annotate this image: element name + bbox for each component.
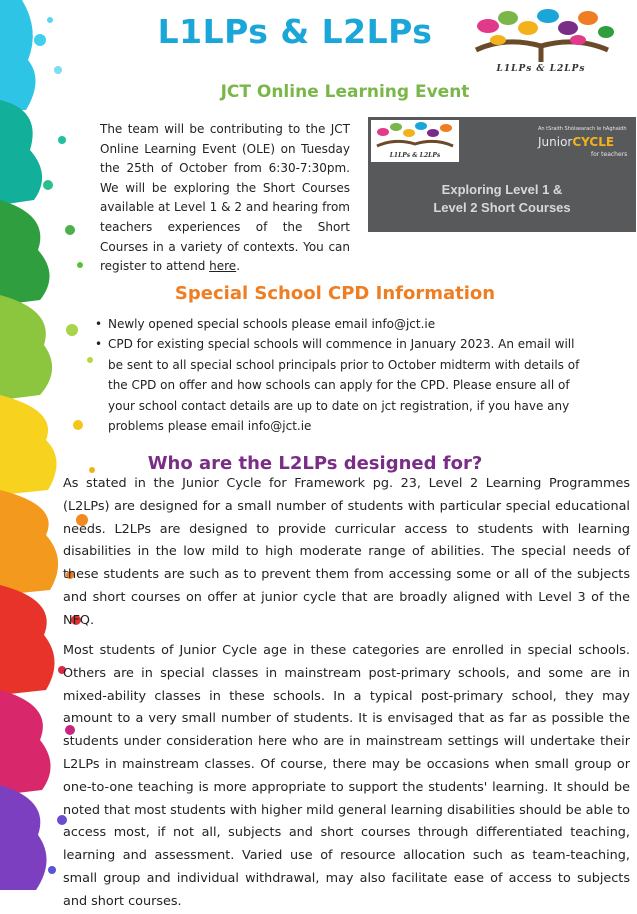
- promo-tree-icon: [371, 120, 459, 152]
- logo-caption: L1LPs & L2LPs: [496, 64, 586, 74]
- promo-logo-caption: L1LPs & L2LPs: [389, 152, 441, 159]
- l2lps-heading: Who are the L2LPs designed for?: [147, 453, 483, 474]
- ole-text-body: The team will be contributing to the JCT Online Learning Event (OLE) on Tuesday the 25th of October from 6:30-7:30pm. We will be exploring the Short Courses available at Level 1 & 2 and hearing from teachers experiences of the Short Courses in a variety of contexts. You can register to attend: [100, 122, 350, 274]
- promo-brand-highlight: CYCLE: [572, 135, 615, 149]
- list-item: • Newly opened special schools please email info@jct.ie: [108, 314, 588, 334]
- ole-text-end: .: [236, 259, 241, 274]
- ole-promo-image: [368, 117, 636, 232]
- list-item: • CPD for existing special schools will commence in January 2023. An email will be sent to all special school principals prior to October midterm with details of the CPD on offer and how schools can apply for the CPD. Please ensure all of your school contact details are up to date on jct registration, if you have any problems please email info@jct.ie: [108, 334, 588, 436]
- promo-caption-line1: Exploring Level 1 &: [441, 182, 563, 197]
- promo-brand: [538, 135, 614, 149]
- cpd-heading: Special School CPD Information: [174, 283, 496, 304]
- l2lps-paragraph-1: As stated in the Junior Cycle for Framework pg. 23, Level 2 Learning Programmes (L2LPs) are designed for a small number of students with particular special educational needs. L2LPs are designed to provide curricular access to students with learning disabilities in the low mild to high moderate range of abilities. The special needs of these students are such as to prevent them from accessing some or all of the subjects and short courses on offer at junior cycle that are broadly aligned with Level 3 of the NFQ.: [63, 476, 630, 628]
- promo-caption-line2: Level 2 Short Courses: [433, 200, 571, 215]
- promo-irish-text: An tSraith Shóisearach le hAghaidh: [538, 126, 627, 132]
- ole-heading: JCT Online Learning Event: [220, 82, 470, 102]
- promo-brand-sub: for teachers: [591, 151, 628, 158]
- promo-caption: [368, 181, 636, 217]
- l2lps-paragraph-2: Most students of Junior Cycle age in these categories are enrolled in special schools. Others are in special classes in mainstream post-primary schools, and some are in mixed-ability classes in these schools. In a typical post-primary school, they may amount to a very small number of students. It is envisaged that as far as possible the students under consideration here who are in mainstream settings will undertake their L2LPs in mainstream classes. Of course, there may be occasions when small group or one-to-one teaching is more appropriate to support the students' learning. It should be noted that most students with higher mild general learning disabilities should be able to access most, if not all, subjects and short courses through differentiated teaching, learning and assessment. Varied use of resource allocation such as team-teaching, small group and individual withdrawal, may also facilitate ease of access to subjects and short courses.: [63, 643, 630, 909]
- promo-brand-prefix: Junior: [538, 135, 573, 149]
- cpd-list: [108, 314, 588, 436]
- register-link[interactable]: here: [209, 259, 237, 274]
- page-title: L1LPs & L2LPs: [157, 12, 433, 51]
- promo-logo: [371, 120, 459, 162]
- ole-description: [100, 120, 350, 277]
